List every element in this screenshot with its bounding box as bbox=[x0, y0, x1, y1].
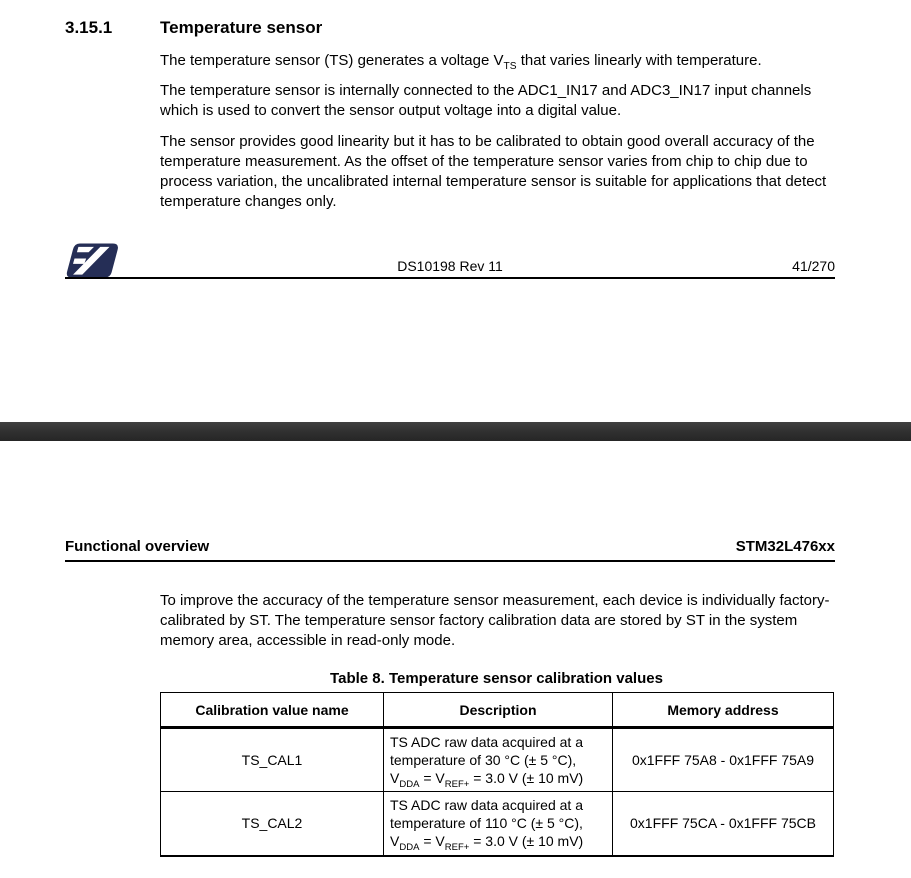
table-row-ts-cal1 bbox=[161, 728, 834, 792]
running-header-left: Functional overview bbox=[65, 538, 210, 555]
running-header-rule bbox=[65, 560, 835, 562]
column-header-description: Description bbox=[384, 693, 613, 728]
footer-rule bbox=[65, 277, 835, 279]
running-header-right: STM32L476xx bbox=[735, 538, 835, 555]
cell-name: TS_CAL2 bbox=[161, 792, 384, 856]
column-header-memory-address: Memory address bbox=[613, 693, 834, 728]
page-separator-band bbox=[0, 422, 911, 441]
cell-memory-address: 0x1FFF 75CA - 0x1FFF 75CB bbox=[613, 792, 834, 856]
footer-doc-reference: DS10198 Rev 11 bbox=[397, 258, 503, 274]
column-header-calibration-value-name: Calibration value name bbox=[161, 693, 384, 728]
cell-memory-address: 0x1FFF 75A8 - 0x1FFF 75A9 bbox=[613, 728, 834, 792]
paragraph-calibration: The sensor provides good linearity but it has to be calibrated to obtain good overall accuracy of the temperature measurement. As the offset of the temperature sensor varies from chip to chip due to process variation, the uncalibrated internal temperature sensor is suitable for applications that detect temperature changes only. bbox=[160, 133, 827, 210]
calibration-values-table bbox=[160, 692, 834, 857]
paragraph-adc-channels: The temperature sensor is internally connected to the ADC1_IN17 and ADC3_IN17 input channels which is used to convert the sensor output voltage into a digital value. bbox=[160, 82, 812, 119]
footer-page-number: 41/270 bbox=[792, 258, 835, 274]
section-title: Temperature sensor bbox=[160, 18, 323, 37]
table-header-row bbox=[161, 693, 834, 728]
section-number: 3.15.1 bbox=[65, 18, 113, 37]
paragraph-vts: The temperature sensor (TS) generates a voltage $V_{TS}$ that varies linearly with temperature. bbox=[160, 52, 762, 72]
table-title: Table 8. Temperature sensor calibration values bbox=[330, 670, 663, 687]
paragraph-factory-calibration: To improve the accuracy of the temperature sensor measurement, each device is individually factory-calibrated by ST. The temperature sensor factory calibration data are stored by ST in the system memory area, accessible in read-only mode. bbox=[160, 592, 830, 649]
cell-description: TS ADC raw data acquired at a temperature of 30 °C (± 5 °C), $V_{DDA} = V_{REF+} = 3.0$ V (± 10 mV) bbox=[384, 728, 613, 792]
cell-name: TS_CAL1 bbox=[161, 728, 384, 792]
table-row-ts-cal2 bbox=[161, 792, 834, 856]
cell-description: TS ADC raw data acquired at a temperature of 110 °C (± 5 °C), $V_{DDA} = V_{REF+} = 3.0$ V (± 10 mV) bbox=[384, 792, 613, 856]
